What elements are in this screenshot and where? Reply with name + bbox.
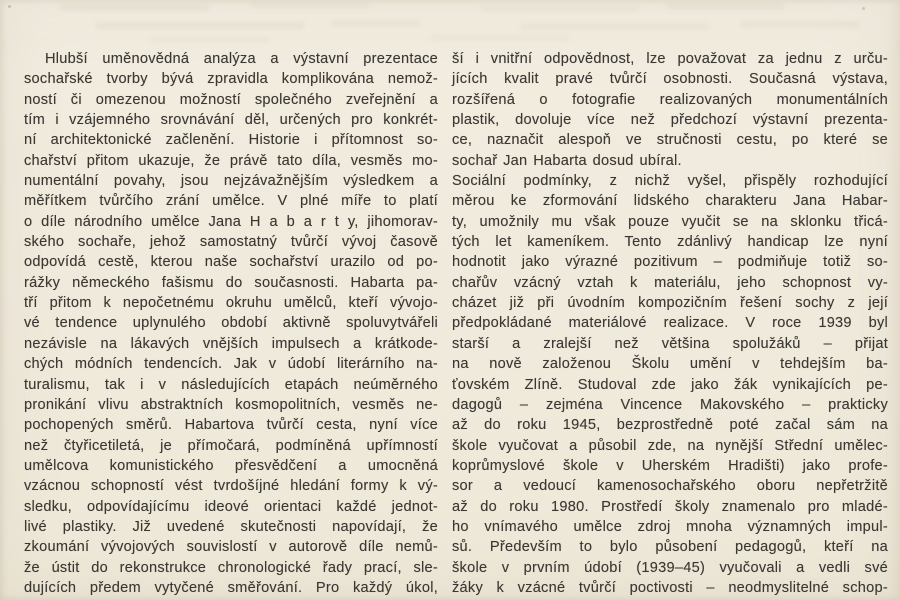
text-line: ce, naznačit alespoň ve stručnosti cestu, po které se xyxy=(452,132,888,149)
text-column-left xyxy=(24,49,438,598)
text-line: chařův vzácný vztah k materiálu, jeho schopnost vy- xyxy=(452,274,888,291)
showthrough-smudge xyxy=(480,5,640,12)
text-line: plastik, dovoluje více než předchozí výstavní prezenta- xyxy=(452,112,888,129)
text-line: ho vnímavého umělce zdroj mnoha významných impul- xyxy=(452,518,888,535)
text-line: vé tendence uplynulého období aktivně spoluvytvářeli xyxy=(24,315,438,332)
scan-speck xyxy=(862,7,865,10)
text-line: ty, umožnily mu však pouze vyučit se na sklonku třicá- xyxy=(452,213,888,230)
text-line: ší i vnitřní odpovědnost, lze považovat za jednu z urču- xyxy=(452,51,888,67)
text-line: škole vyučovat a působil zde, na nynější Střední umělec- xyxy=(452,437,888,454)
text-line: ní architektonické začlenění. Historie i přítomnost so- xyxy=(24,132,438,149)
text-line: až do roku 1945, bezprostředně poté začal sám na xyxy=(452,417,888,434)
text-line: sor a vedoucí kamenosochařského oboru nepřetržitě xyxy=(452,478,888,495)
showthrough-smudge xyxy=(520,23,710,30)
text-line: jících kvalit pravé tvůrčí osobnosti. Současná výstava, xyxy=(452,71,888,88)
text-line: rážky německého fašismu do současnosti. Habarta pa- xyxy=(24,274,438,291)
text-line: rozšířená o fotografie realizovaných monumentálních xyxy=(452,91,888,108)
text-line: sů. Především to bylo působení pedagogů, kteří na xyxy=(452,539,888,556)
text-line: cházet již při úvodním kompozičním řešení sochy z její xyxy=(452,295,888,312)
text-line: tých let kameníkem. Tento zdánlivý handicap lze nyní xyxy=(452,234,888,251)
text-line: ského sochaře, jehož samostatný tvůrčí vývoj časově xyxy=(24,234,438,251)
text-line: livé plastiky. Již uvedené skutečnosti napovídají, že xyxy=(24,518,438,535)
text-line: tím i vzájemného srovnávání děl, určených pro konkrét- xyxy=(24,112,438,129)
text-line: měřítkem tvůrčího zrání umělce. V plné míře to platí xyxy=(24,193,438,210)
showthrough-ghost-text xyxy=(0,0,900,42)
text-line: tří přitom k nepočetnému okruhu umělců, kteří vývojo- xyxy=(24,295,438,312)
text-line: starší a zralejší než většina spolužáků – přijat xyxy=(452,335,888,352)
text-line: sochařské tvorby bývá zpravidla komplikována nemož- xyxy=(24,71,438,88)
text-line: ností či omezenou možností společného zveřejnění a xyxy=(24,91,438,108)
text-line: zkoumání vývojových souvislostí v autorově díle nemů- xyxy=(24,539,438,556)
text-line: chařství přitom ukazuje, že právě tato díla, vesměs mo- xyxy=(24,152,438,169)
text-line: že ústit do rekonstrukce chronologické řady prací, sle- xyxy=(24,559,438,576)
showthrough-smudge xyxy=(95,22,305,29)
text-line: chých módních tendencích. Jak v údobí literárního na- xyxy=(24,356,438,373)
text-line: dagogů – zejména Vincence Makovského – prakticky xyxy=(452,396,888,413)
text-line: měrou ke zformování lidského charakteru Jana Habar- xyxy=(452,193,888,210)
text-line: žáky k vzácné tvůrčí poctivosti – neodmyslitelné schop- xyxy=(452,579,888,596)
text-line: hodnotit jako výrazné pozitivum – podmiňuje totiž so- xyxy=(452,254,888,271)
showthrough-smudge xyxy=(665,3,785,10)
text-line: numentální povahy, jsou nejzávažnějším výsledkem a xyxy=(24,173,438,190)
showthrough-smudge xyxy=(250,2,370,9)
text-line: pronikání vlivu abstraktních kosmopolitních, vesměs ne- xyxy=(24,396,438,413)
text-line: sledku, odpovídajícímu ideové orientaci každé jednot- xyxy=(24,498,438,515)
text-line: odpovídá cestě, kterou naše sochařství urazilo od po- xyxy=(24,254,438,271)
text-column-right xyxy=(452,49,888,598)
showthrough-smudge xyxy=(330,20,420,27)
text-line: umělcova komunistického přesvědčení a umocněná xyxy=(24,457,438,474)
text-line: předpokládané materiálové realizace. V roce 1939 byl xyxy=(452,315,888,332)
showthrough-smudge xyxy=(150,36,270,43)
showthrough-smudge xyxy=(740,21,860,28)
text-line: na nově založenou Školu umění v tehdejším ba- xyxy=(452,356,888,373)
text-line: sochař Jan Habarta dosud ubíral. xyxy=(452,152,682,169)
text-line: až do roku 1980. Prostředí školy znamenalo pro mladé- xyxy=(452,498,888,515)
text-line: pochopených směrů. Habartova tvůrčí cesta, nyní více xyxy=(24,417,438,434)
text-line: ťovském Zlíně. Studoval zde jako žák vynikajících pe- xyxy=(452,376,888,393)
text-line: než čtyřicetiletá, je přímočará, podmíněná upřímností xyxy=(24,437,438,454)
text-line: Sociální podmínky, z nichž vyšel, přispěly rozhodující xyxy=(452,173,888,190)
text-line: vzácnou schopností vést tvrdošíjné hledání formy k vý- xyxy=(24,478,438,495)
text-line: dujících předem vytyčené směřování. Pro každý úkol, xyxy=(24,579,438,596)
text-line: Hlubší uměnovědná analýza a výstavní prezentace xyxy=(45,51,438,67)
text-line: koprůmyslové škole v Uherském Hradišti) jako profe- xyxy=(452,457,888,474)
text-line: nezávisle na lákavých vnějších impulsech a krátkode- xyxy=(24,335,438,352)
scan-speck xyxy=(8,5,11,8)
text-line: škole v prvním údobí (1939–45) vyučovali a vedli své xyxy=(452,559,888,576)
text-line: o díle národního umělce Jana H a b a r t y, jihomorav- xyxy=(24,213,438,230)
text-line: turalismu, tak i v následujících etapách neúměrného xyxy=(24,376,438,393)
showthrough-smudge xyxy=(60,4,210,11)
showthrough-smudge xyxy=(430,34,570,41)
